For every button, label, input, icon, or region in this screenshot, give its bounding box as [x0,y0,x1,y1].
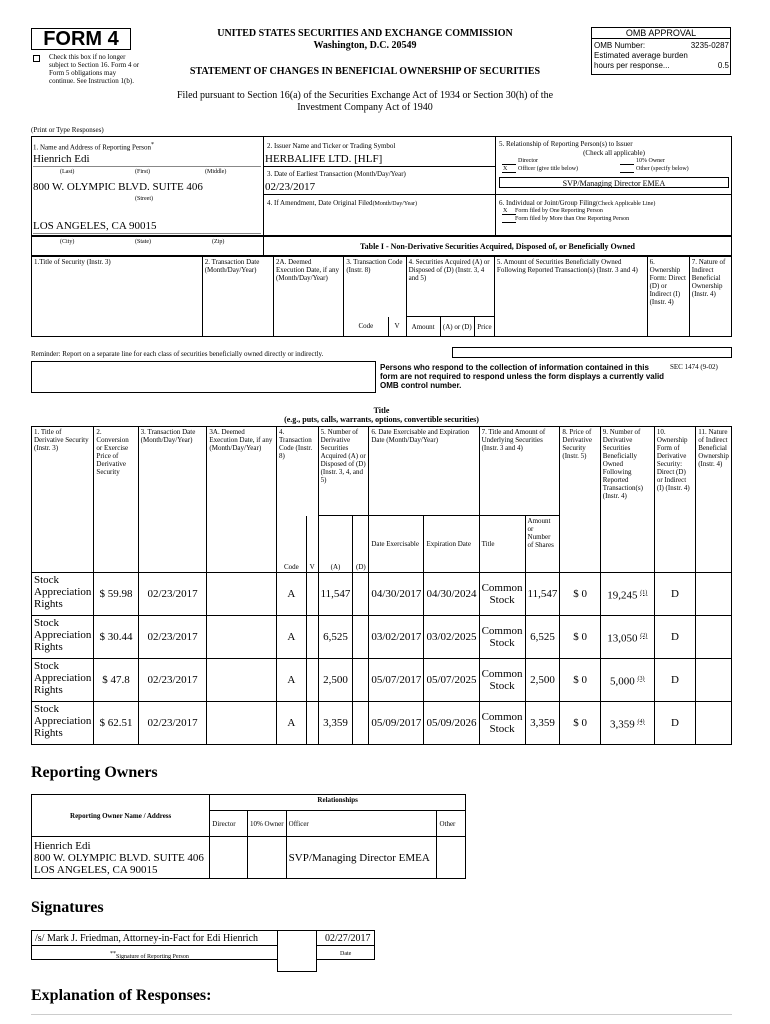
t2-v-cell [306,702,318,745]
t2-owned-cell: 19,245 $^{(1)}$ [600,573,654,616]
agency-location: Washington, D.C. 20549 [313,40,417,51]
t2-nature-cell [696,616,732,659]
earliest-transaction-date: 02/23/2017 [265,181,316,193]
city-label: (City) [60,239,75,245]
owner-street: 800 W. OLYMPIC BLVD. SUITE 406 [34,851,204,864]
check-box-text: Check this box if no longer subject to Section 16. Form 4 or Form 5 obligations may continue. See Instruction 1(b). [49,53,140,85]
signer-label: **Signature of Reporting Person [110,951,189,960]
t2-owned-cell: 13,050 $^{(2)}$ [600,616,654,659]
t2-h10: 10. Ownership Form of Derivative Security: Direct (D) or Indirect (I) (Instr. 4) [654,427,695,573]
middle-label: (Middle) [205,169,227,175]
t1-h6: 6. Ownership Form: Direct (D) or Indirect (I) (Instr. 4) [647,257,689,337]
reminder-empty-box [31,361,376,393]
relationships-header: Relationships [210,795,466,811]
officer-mark: X [503,166,508,172]
street-label: (Street) [135,196,153,202]
t2-code-cell: A [277,702,307,745]
t2-title-cell: Common Stock [479,659,525,702]
t2-shares-cell: 2,500 [525,659,560,702]
t2-a-cell: 11,547 [318,573,353,616]
footnote-ref[interactable]: (3) [637,675,645,682]
t2-h11: 11. Nature of Indirect Beneficial Ownership (Instr. 4) [696,427,732,573]
t2-code: Code [277,516,307,573]
box4-label: 4. If Amendment, Date Original Filed(Month/Day/Year) [267,199,417,207]
box5-sub: (Check all applicable) [583,149,645,157]
filed-pursuant-line2: Investment Company Act of 1940 [297,102,433,113]
one-person-option[interactable]: Form filed by One Reporting Person [515,208,603,214]
omb-number-value: 3235-0287 [690,41,729,50]
reporting-owners-heading: Reporting Owners [31,764,158,781]
t1-h3: 3. Transaction Code (Instr. 8) [344,257,406,317]
t1-h5: 5. Amount of Securities Beneficially Owned Following Reported Transaction(s) (Instr. 3 and 4) [494,257,647,337]
t1-h7: 7. Nature of Indirect Beneficial Ownership (Instr. 4) [689,257,731,337]
box6-label: 6. Individual or Joint/Group Filing(Check Applicable Line) [499,199,656,207]
t2-security-cell: Stock Appreciation Rights [32,616,94,659]
t2-d: (D) [353,516,369,573]
t1-amount: Amount [406,317,440,337]
t1-h2a: 2A. Deemed Execution Date, if any (Month/Day/Year) [274,257,344,337]
t2-date-ex-cell: 05/07/2017 [369,659,424,702]
table1-non-derivative [31,256,732,337]
t2-form-cell: D [654,659,695,702]
t2-date-ex-cell: 04/30/2017 [369,573,424,616]
t2-d-cell [353,659,369,702]
t2-h9: 9. Number of Derivative Securities Beneficially Owned Following Reported Transaction(s) (Instr. 4) [600,427,654,573]
form-title-box [31,28,131,50]
explanation-heading: Explanation of Responses: [31,987,212,1004]
t2-shares-cell: 6,525 [525,616,560,659]
box3-label: 3. Date of Earliest Transaction (Month/Day/Year) [267,170,406,178]
t2-code-cell: A [277,659,307,702]
t2-exp-cell: 05/07/2025 [424,659,479,702]
t2-dprice-cell: $ 0 [560,573,600,616]
omb-number-label: OMB Number: [594,41,646,50]
t2-h6: 6. Date Exercisable and Expiration Date (Month/Day/Year) [369,427,479,516]
t2-dprice-cell: $ 0 [560,659,600,702]
t2-code-cell: A [277,616,307,659]
footnote-ref[interactable]: (2) [640,632,648,639]
t1-price: Price [474,317,494,337]
t2-h3a: 3A. Deemed Execution Date, if any (Month/Day/Year) [207,427,277,573]
t2-deemed-cell [207,616,277,659]
t2-security-cell: Stock Appreciation Rights [32,659,94,702]
table2-row [32,702,732,745]
signatures-heading: Signatures [31,899,104,916]
footnote-ref[interactable]: (1) [640,589,648,596]
t2-price-cell: $ 62.51 [94,702,138,745]
omb-burden-label: Estimated average burden [594,51,688,60]
footnote-ref[interactable]: (4) [637,718,645,725]
t2-v-cell [306,573,318,616]
t2-deemed-cell [207,702,277,745]
t2-security-cell: Stock Appreciation Rights [32,573,94,616]
t2-owned-cell: 3,359 $^{(4)}$ [600,702,654,745]
t2-h8: 8. Price of Derivative Security (Instr. 5) [560,427,600,573]
t2-shares-cell: 11,547 [525,573,560,616]
last-label: (Last) [60,169,75,175]
t1-v: V [388,317,406,337]
t2-a-cell: 3,359 [318,702,353,745]
sec-number: SEC 1474 (9-02) [670,363,718,371]
t2-a-cell: 2,500 [318,659,353,702]
t2-price-cell: $ 30.44 [94,616,138,659]
director-option: Director [518,158,538,164]
t2-date-cell: 02/23/2017 [138,573,207,616]
t2-nature-cell [696,573,732,616]
t2-shares-cell: 3,359 [525,702,560,745]
t2-exp-cell: 05/09/2026 [424,702,479,745]
officer-header: Officer [286,811,437,837]
t2-a-cell: 6,525 [318,616,353,659]
t2-h7: 7. Title and Amount of Underlying Securities (Instr. 3 and 4) [479,427,560,516]
t1-h1: 1.Title of Security (Instr. 3) [32,257,203,337]
t2-date-ex: Date Exercisable [369,516,424,573]
t2-exp-cell: 04/30/2024 [424,573,479,616]
t2-code-cell: A [277,573,307,616]
omb-hours-value: 0.5 [717,61,729,70]
reporting-person-name: Hienrich Edi [33,153,90,165]
t2-date-cell: 02/23/2017 [138,616,207,659]
ten-percent-owner-option: 10% Owner [636,158,665,164]
owner-other-cell [437,837,466,879]
street-value: 800 W. OLYMPIC BLVD. SUITE 406 [33,181,203,193]
owner-name-header: Reporting Owner Name / Address [32,795,210,837]
t2-exp-cell: 03/02/2025 [424,616,479,659]
t1-h2: 2. Transaction Date (Month/Day/Year) [202,257,273,337]
t2-date-cell: 02/23/2017 [138,659,207,702]
t2-exp: Expiration Date [424,516,479,573]
t2-nature-cell [696,702,732,745]
t2-price-cell: $ 59.98 [94,573,138,616]
t2-deemed-cell [207,659,277,702]
city-value: LOS ANGELES, CA 90015 [33,220,157,232]
owner10-header: 10% Owner [247,811,286,837]
t2-amount-shares: Amount or Number of Shares [525,516,560,573]
reminder-text: Reminder: Report on a separate line for each class of securities beneficially owned directly or indirectly. [31,350,324,358]
owner-city: LOS ANGELES, CA 90015 [34,863,158,876]
t2-form-cell: D [654,573,695,616]
table2-row [32,616,732,659]
reporting-owners-table [31,794,466,879]
signer-name: /s/ Mark J. Friedman, Attorney-in-Fact for Edi Hienrich [35,933,259,944]
t2-h2: 2. Conversion or Exercise Price of Derivative Security [94,427,138,573]
t2-title: Title [479,516,525,573]
zip-label: (Zip) [212,239,225,245]
t2-deemed-cell [207,573,277,616]
owner-name-address [32,837,210,879]
t2-title-cell: Common Stock [479,573,525,616]
other-option: Other (specify below) [636,166,689,172]
t2-date-ex-cell: 05/09/2017 [369,702,424,745]
t2-dprice-cell: $ 0 [560,616,600,659]
table1-title: Table I - Non-Derivative Securities Acquired, Disposed of, or Beneficially Owned [360,242,635,251]
t2-form-cell: D [654,702,695,745]
t2-h3: 3. Transaction Date (Month/Day/Year) [138,427,207,573]
table2-row [32,573,732,616]
signature-date: 02/27/2017 [325,933,371,944]
t2-d-cell [353,573,369,616]
t1-code: Code [344,317,388,337]
filed-pursuant-line1: Filed pursuant to Section 16(a) of the Securities Exchange Act of 1934 or Section 30(h) of the [176,90,554,101]
multiple-persons-option[interactable]: Form filed by More than One Reporting Person [515,216,630,222]
t2-owned-cell: 5,000 $^{(3)}$ [600,659,654,702]
omb-hours-label: hours per response... [594,61,670,70]
t2-d-cell [353,616,369,659]
agency-name: UNITED STATES SECURITIES AND EXCHANGE COMMISSION [217,28,513,39]
statement-title: STATEMENT OF CHANGES IN BENEFICIAL OWNERSHIP OF SECURITIES [189,66,541,77]
table2-derivative [31,426,732,745]
other-header: Other [437,811,466,837]
issuer-name: HERBALIFE LTD. [HLF] [265,153,383,165]
t2-nature-cell [696,659,732,702]
first-label: (First) [135,169,150,175]
officer-title-box [499,177,729,188]
t2-form-cell: D [654,616,695,659]
reminder-box [452,347,732,358]
owner-name: Hienrich Edi [34,839,91,852]
owner-director-cell [210,837,248,879]
t2-security-cell: Stock Appreciation Rights [32,702,94,745]
table2-title: Title [373,406,390,415]
box5-label: 5. Relationship of Reporting Person(s) to Issuer [499,140,633,148]
signature-spacer-box [277,930,317,972]
t2-v-cell [306,659,318,702]
t2-v-cell [306,616,318,659]
state-label: (State) [135,239,151,245]
owner-officer-cell: SVP/Managing Director EMEA [286,837,437,879]
box1-label: 1. Name and Address of Reporting Person* [33,142,155,152]
t2-date-ex-cell: 03/02/2017 [369,616,424,659]
t2-h4: 4. Transaction Code (Instr. 8) [277,427,319,516]
t2-date-cell: 02/23/2017 [138,702,207,745]
t2-h1: 1. Title of Derivative Security (Instr. 3) [32,427,94,573]
t2-price-cell: $ 47.8 [94,659,138,702]
director-header: Director [210,811,248,837]
officer-title: SVP/Managing Director EMEA [562,179,666,188]
t2-title-cell: Common Stock [479,616,525,659]
t1-aord: (A) or (D) [440,317,474,337]
t1-h4: 4. Securities Acquired (A) or Disposed of (D) (Instr. 3, 4 and 5) [406,257,494,317]
no-longer-subject-checkbox[interactable] [33,55,40,62]
form-title: FORM 4 [43,28,119,50]
box6-opt1-mark: X [503,208,508,214]
table2-row [32,659,732,702]
t2-d-cell [353,702,369,745]
omb-title: OMB APPROVAL [625,28,697,38]
print-note: (Print or Type Responses) [31,126,104,134]
persons-notice: Persons who respond to the collection of information contained in this form are not required to respond unless the form displays a currently valid OMB control number. [380,363,665,390]
owner-owner10-cell [247,837,286,879]
t2-dprice-cell: $ 0 [560,702,600,745]
t2-title-cell: Common Stock [479,702,525,745]
t2-a: (A) [318,516,353,573]
table2-subtitle: (e.g., puts, calls, warrants, options, convertible securities) [284,415,479,424]
t2-v: V [306,516,318,573]
officer-option: Officer (give title below) [518,166,579,172]
t2-h5: 5. Number of Derivative Securities Acquired (A) or Disposed of (D) (Instr. 3, 4, and 5) [318,427,369,516]
box2-label: 2. Issuer Name and Ticker or Trading Symbol [267,142,396,150]
date-label: Date [340,951,352,957]
